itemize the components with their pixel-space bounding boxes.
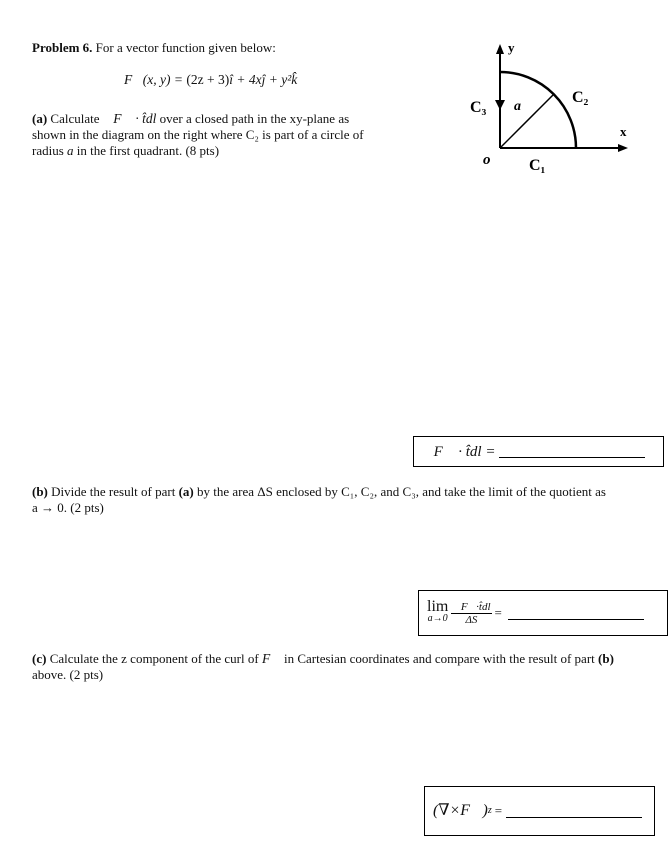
part-b-label: (b) xyxy=(32,484,48,499)
problem-intro: For a vector function given below: xyxy=(95,40,276,55)
equation-lhs: F⃗(x, y) = xyxy=(124,72,187,87)
c3-label: C₃ xyxy=(470,99,487,116)
quotient-fraction xyxy=(451,601,491,626)
part-a-line-3-pre: radius xyxy=(32,143,64,158)
answer-c-equals: = xyxy=(494,803,503,818)
answer-box-a[interactable] xyxy=(413,436,664,467)
answer-c-blank[interactable] xyxy=(506,805,642,818)
part-b-text xyxy=(32,484,662,516)
problem-header xyxy=(32,40,276,56)
problem-label: Problem 6. xyxy=(32,40,93,55)
unit-vector-j: ĵ xyxy=(261,72,266,87)
part-b-line-2: a → 0. (2 pts) xyxy=(32,500,104,515)
part-b-ref: (a) xyxy=(178,484,194,499)
part-c-vector: F⃗ xyxy=(261,651,281,666)
x-axis-label: x xyxy=(620,124,627,139)
part-c-text xyxy=(32,651,667,683)
answer-box-c[interactable] xyxy=(424,786,655,836)
part-a-line-2: shown in the diagram on the right where C₂ is part of a circle of xyxy=(32,127,364,142)
c3-direction-arrow xyxy=(495,100,505,110)
y-axis-label: y xyxy=(508,40,515,55)
curl-expression: (∇×F⃗) xyxy=(433,802,488,819)
c1-label: C₁ xyxy=(529,157,546,174)
unit-vector-k: k̂ xyxy=(291,72,298,87)
answer-a-blank[interactable] xyxy=(499,445,645,458)
quotient-denominator: ΔS xyxy=(465,613,478,626)
lim-subscript: a→0 xyxy=(427,613,448,624)
quotient-numerator: ∮F⃗·t̂dl xyxy=(452,600,491,613)
equation-term-2: + 4x xyxy=(232,72,262,87)
equation-term-1: (2z + 3) xyxy=(186,72,230,87)
answer-b-equals: = xyxy=(494,605,502,620)
x-axis-arrowhead xyxy=(618,144,628,152)
part-c-label: (c) xyxy=(32,651,47,666)
part-a-line-3-post: in the first quadrant. (8 pts) xyxy=(76,143,220,158)
part-a-text xyxy=(32,111,412,159)
part-c-text-2: in Cartesian coordinates and compare with the result of part xyxy=(283,651,595,666)
answer-b-blank[interactable] xyxy=(508,607,644,620)
answer-box-b[interactable] xyxy=(418,590,668,636)
radius-line xyxy=(500,94,554,148)
lim-word: lim xyxy=(427,598,449,615)
part-a-integral: ∮F⃗ · t̂dl xyxy=(102,111,157,126)
part-a-text-1: Calculate xyxy=(50,111,100,126)
unit-vector-i: î xyxy=(229,72,233,87)
closed-path-diagram xyxy=(460,38,640,178)
equation-term-3: + y² xyxy=(265,72,292,87)
y-axis-arrowhead xyxy=(496,44,504,54)
part-c-text-1: Calculate the z component of the curl of xyxy=(49,651,259,666)
part-b-text-1: Divide the result of part xyxy=(51,484,176,499)
curl-subscript: z xyxy=(487,805,492,816)
radius-symbol: a xyxy=(67,143,74,158)
limit-expression xyxy=(427,598,449,625)
part-b-text-2: by the area ΔS enclosed by C₁, C₂, and C₃, and take the limit of the quotient as xyxy=(197,484,606,499)
vector-function-equation xyxy=(124,72,297,88)
c2-label: C₂ xyxy=(572,89,589,106)
part-a-label: (a) xyxy=(32,111,48,126)
answer-a-expression: ∮F⃗ · t̂dl = xyxy=(422,443,496,460)
radius-label: a xyxy=(514,99,521,114)
part-c-line-2: above. (2 pts) xyxy=(32,667,104,682)
part-a-text-2: over a closed path in the xy-plane as xyxy=(159,111,350,126)
origin-label: o xyxy=(483,152,491,168)
part-c-ref: (b) xyxy=(598,651,614,666)
